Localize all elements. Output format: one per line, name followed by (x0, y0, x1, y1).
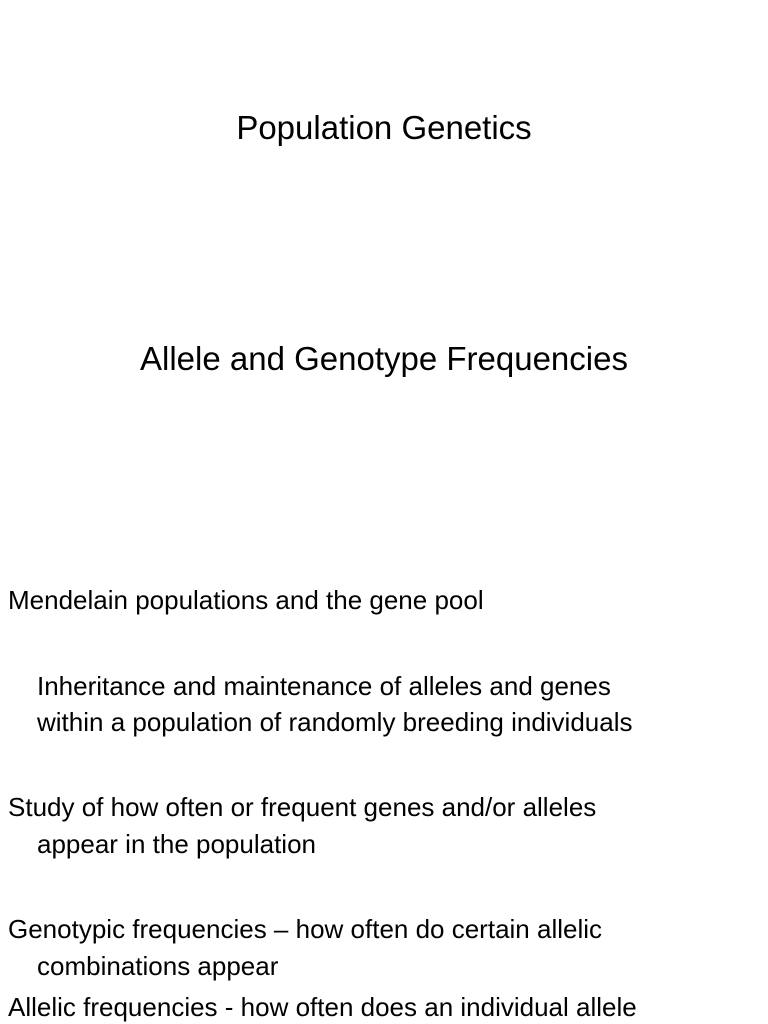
page-subtitle: Allele and Genotype Frequencies (140, 340, 628, 377)
body-line-study-cont: appear in the population (37, 829, 317, 859)
body-line-study: Study of how often or frequent genes and/or alleles (8, 792, 597, 822)
body-line-mendelian-populations: Mendelain populations and the gene pool (8, 585, 484, 615)
body-line-inheritance: Inheritance and maintenance of alleles and genes (37, 671, 611, 701)
body-line-genotypic-frequencies-cont: combinations appear (37, 951, 279, 981)
body-line-allelic-frequencies: Allelic frequencies - how often does an individual allele (8, 992, 637, 1022)
body-line-genotypic-frequencies: Genotypic frequencies – how often do certain allelic (8, 914, 603, 944)
body-line-inheritance-cont: within a population of randomly breeding individuals (37, 707, 633, 737)
page-title: Population Genetics (236, 109, 532, 146)
